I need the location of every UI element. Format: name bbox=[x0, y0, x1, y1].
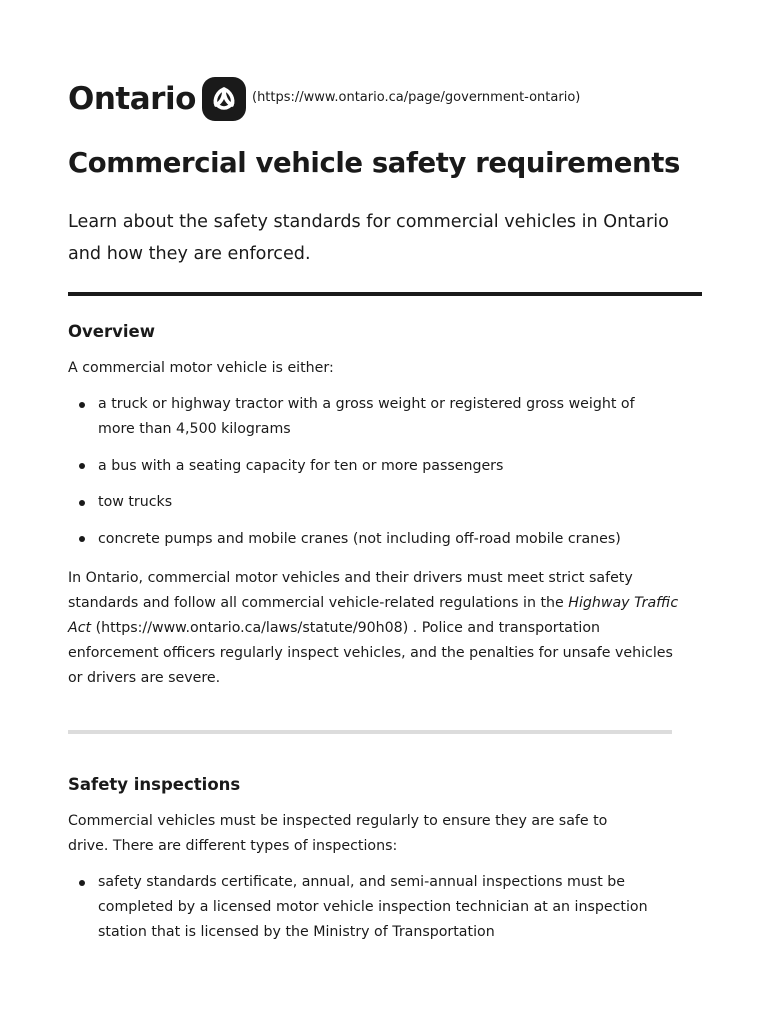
title-divider bbox=[68, 292, 702, 296]
act-link-text[interactable]: (https://www.ontario.ca/laws/statute/90h08) . Police and transportation bbox=[91, 620, 601, 636]
ontario-wordmark[interactable]: Ontario bbox=[68, 80, 196, 117]
bullet-icon bbox=[79, 536, 85, 542]
safety-intro: Commercial vehicles must be inspected regularly to ensure they are safe to drive. There are different types of inspections: bbox=[68, 813, 608, 854]
overview-paragraph: In Ontario, commercial motor vehicles and their drivers must meet strict safety standards and follow all commercial vehicle-related regulations in the Highway Traffic Act (https://www.ontario.ca/laws/statute/90h08) . Police and transportation enforcement officers regularly inspect vehicles, and the penalties for unsafe vehicles or drivers are severe. bbox=[68, 570, 679, 686]
trillium-icon[interactable] bbox=[202, 77, 246, 121]
act-name-end: Act bbox=[68, 620, 92, 636]
inspection-types-list bbox=[68, 870, 648, 957]
section-divider bbox=[68, 730, 672, 734]
overview-heading: Overview bbox=[68, 322, 155, 341]
overview-intro: A commercial motor vehicle is either: bbox=[68, 360, 334, 376]
site-header bbox=[68, 76, 581, 122]
bullet-icon bbox=[79, 500, 85, 506]
lead-paragraph: Learn about the safety standards for commercial vehicles in Ontario and how they are enforced. bbox=[68, 212, 669, 264]
bullet-icon bbox=[79, 880, 85, 886]
list-item: safety standards certificate, annual, and semi-annual inspections must be completed by a licensed motor vehicle inspection technician at an inspection station that is licensed by the Ministry of Transportation bbox=[68, 870, 648, 945]
page-title: Commercial vehicle safety requirements bbox=[68, 147, 680, 179]
bullet-icon bbox=[79, 402, 85, 408]
vehicle-types-list bbox=[68, 392, 672, 563]
list-item: tow trucks bbox=[68, 490, 672, 515]
list-item: a bus with a seating capacity for ten or more passengers bbox=[68, 454, 672, 479]
list-item: a truck or highway tractor with a gross weight or registered gross weight of more than 4,500 kilograms bbox=[68, 392, 672, 442]
bullet-icon bbox=[79, 463, 85, 469]
act-name: Highway Traffic bbox=[568, 595, 679, 611]
header-url[interactable]: (https://www.ontario.ca/page/government-ontario) bbox=[252, 90, 581, 105]
list-item: concrete pumps and mobile cranes (not including off-road mobile cranes) bbox=[68, 527, 672, 552]
safety-inspections-heading: Safety inspections bbox=[68, 775, 241, 794]
